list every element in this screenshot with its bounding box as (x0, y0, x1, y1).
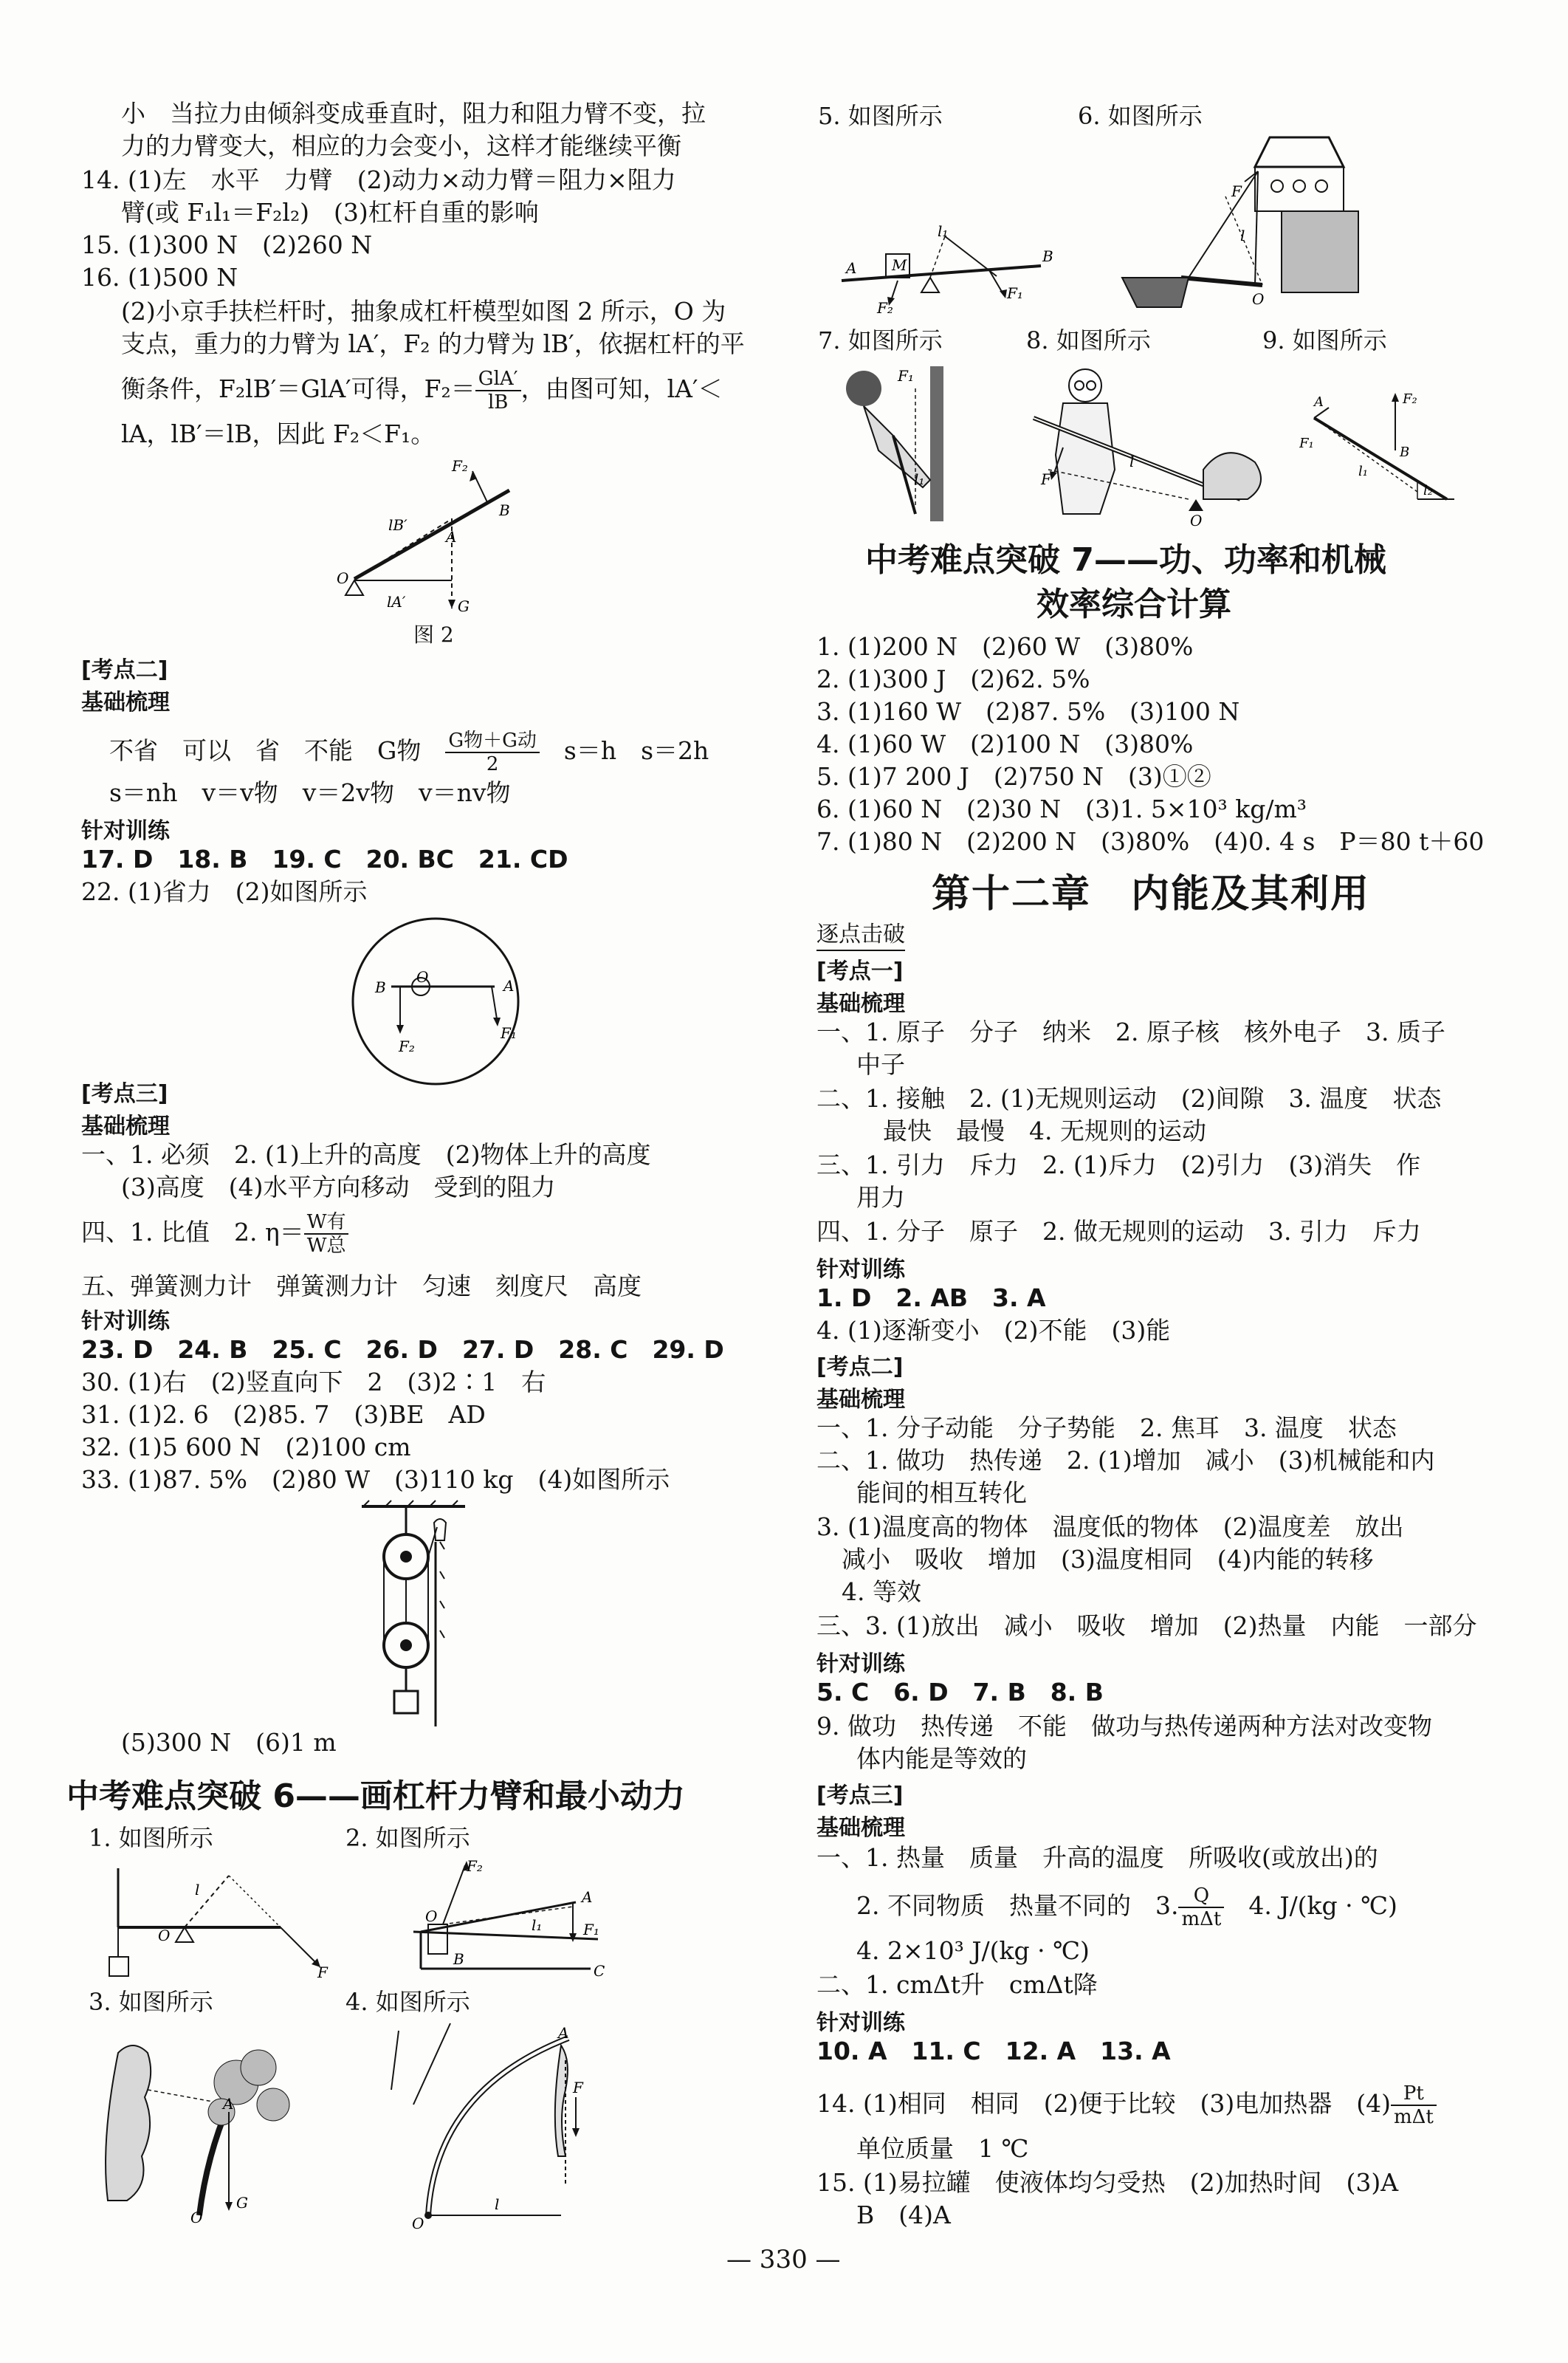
section-heading-7: 中考难点突破 7——功、功率和机械 (865, 541, 1386, 579)
answer-line: 5. C 6. D 7. B 8. B (816, 1678, 1104, 1707)
text-line: 臂(或 F₁l₁＝F₂l₂) (3)杠杆自重的影响 (121, 198, 539, 227)
text-line: 小 当拉力由倾斜变成垂直时，阻力和阻力臂不变，拉 (121, 99, 706, 128)
fraction (304, 1211, 349, 1257)
section-tag-kaodian-2: [考点二] (816, 1354, 904, 1380)
figure-caption: 3. 如图所示 (89, 1988, 213, 2016)
figure-9-lever (1299, 388, 1462, 521)
figure-label: C (594, 1962, 605, 1980)
text-span: 14. (1)相同 相同 (2)便于比较 (3)电加热器 (4) (816, 2089, 1391, 2118)
text-line (856, 1884, 1397, 1930)
figure-label: O (416, 968, 429, 986)
fraction-numerator: G物＋G动 (445, 730, 540, 753)
answer-line: 23. D 24. B 25. C 26. D 27. D 28. C 29. D (81, 1335, 724, 1364)
fraction (475, 368, 521, 414)
text-line (121, 368, 722, 414)
section-tag-kaodian-1: [考点一] (816, 958, 904, 984)
section-tag-kaodian-3: [考点三] (81, 1081, 168, 1107)
answer-line: 1. D 2. AB 3. A (816, 1283, 1046, 1312)
subsection-heading: 针对训练 (816, 1257, 905, 1283)
figure-label: F₁ (583, 1921, 599, 1938)
subsection-heading: 基础梳理 (81, 690, 170, 716)
figure-label: F (317, 1964, 328, 1981)
text-line: 一、1. 热量 质量 升高的温度 所吸收(或放出)的 (816, 1843, 1378, 1872)
figure-caption: 图 2 (413, 623, 454, 647)
figure-label: A (446, 528, 457, 546)
figure-label: F₁ (898, 367, 914, 385)
text-line: 7. (1)80 N (2)200 N (3)80% (4)0. 4 s P＝80 t＋60 (816, 827, 1485, 856)
fraction-numerator: GlA′ (475, 368, 521, 391)
figure-label: F₂ (1403, 391, 1417, 407)
text-line (816, 2082, 1437, 2128)
text-line: 4. 2×10³ J/(kg · ℃) (856, 1936, 1090, 1965)
figure-label: l (495, 2195, 500, 2213)
fraction (445, 730, 540, 775)
figure-label: O (1190, 512, 1203, 529)
zhudian-jipo-tag: 逐点击破 (816, 916, 905, 951)
text-line: 32. (1)5 600 N (2)100 cm (81, 1433, 411, 1461)
text-span: 不省 可以 省 不能 G物 (109, 736, 446, 765)
text-line: 二、1. 接触 2. (1)无规则运动 (2)间隙 3. 温度 状态 (816, 1084, 1442, 1113)
chapter-heading: 第十二章 内能及其利用 (932, 872, 1371, 916)
text-span: 4. J/(kg · ℃) (1224, 1891, 1397, 1920)
text-line (109, 730, 709, 775)
pulley-system-diagram (347, 1498, 495, 1734)
subsection-heading: 基础梳理 (816, 1387, 905, 1413)
text-line: 能间的相互转化 (856, 1478, 1027, 1507)
text-line: 一、1. 必须 2. (1)上升的高度 (2)物体上升的高度 (81, 1140, 651, 1169)
text-line: 15. (1)300 N (2)260 N (81, 230, 373, 259)
figure-label: F₂ (399, 1038, 415, 1055)
figure-caption: 2. 如图所示 (345, 1824, 470, 1852)
figure-label: O (337, 569, 349, 587)
figure-label: F₂ (877, 299, 893, 317)
figure-label: O (158, 1927, 171, 1944)
answer-line: 17. D 18. B 19. C 20. BC 21. CD (81, 845, 568, 874)
figure-label: G (236, 2194, 248, 2212)
section-tag-kaodian-3: [考点三] (816, 1783, 904, 1808)
figure-label: l (1129, 453, 1135, 470)
answer-line: 10. A 11. C 12. A 13. A (816, 2037, 1171, 2065)
figure-caption: 9. 如图所示 (1262, 326, 1387, 354)
text-line: 4. (1)60 W (2)100 N (3)80% (816, 730, 1194, 758)
text-line: 4. (1)逐渐变小 (2)不能 (3)能 (816, 1316, 1171, 1345)
figure-label: l (1240, 227, 1245, 244)
figure-2-lever-diagram (332, 453, 539, 623)
text-span: s＝h s＝2h (539, 736, 709, 765)
figure-5-lever (819, 222, 1063, 318)
page-number: — 330 — (726, 2245, 841, 2274)
fraction (1178, 1884, 1224, 1930)
figure-label: B (1042, 247, 1053, 265)
section-heading-6: 中考难点突破 6——画杠杆力臂和最小动力 (66, 1777, 685, 1815)
figure-3-tree-rock (103, 2023, 325, 2230)
text-line: 30. (1)右 (2)竖直向下 2 (3)2∶1 右 (81, 1368, 546, 1396)
text-line: 31. (1)2. 6 (2)85. 7 (3)BE AD (81, 1400, 486, 1429)
figure-label: l₁ (914, 470, 925, 488)
text-line: 33. (1)87. 5% (2)80 W (3)110 kg (4)如图所示 (81, 1465, 670, 1494)
figure-label: B (499, 501, 510, 519)
figure-label: lB′ (388, 516, 408, 534)
figure-caption: 5. 如图所示 (818, 102, 943, 130)
figure-caption: 4. 如图所示 (345, 1988, 470, 2016)
figure-label: A (223, 2095, 234, 2113)
text-line: 用力 (856, 1183, 905, 1212)
subsection-heading: 针对训练 (816, 2010, 905, 2036)
text-line: 减小 吸收 增加 (3)温度相同 (4)内能的转移 (842, 1545, 1374, 1574)
fraction-denominator: lB (487, 391, 509, 414)
fraction-numerator: Q (1178, 1884, 1224, 1908)
text-line: 16. (1)500 N (81, 263, 238, 292)
fraction-denominator: mΔt (1181, 1908, 1222, 1930)
figure-label: F₁ (1007, 284, 1023, 302)
figure-caption: 6. 如图所示 (1078, 102, 1203, 130)
subsection-heading: 针对训练 (816, 1651, 905, 1677)
text-line: 四、1. 分子 原子 2. 做无规则的运动 3. 引力 斥力 (816, 1217, 1421, 1246)
text-line: 22. (1)省力 (2)如图所示 (81, 877, 368, 906)
text-line: 5. (1)7 200 J (2)750 N (3)①② (816, 762, 1211, 791)
figure-label: A (558, 2024, 569, 2042)
text-line: 二、1. cmΔt升 cmΔt降 (816, 1970, 1098, 1999)
figure-label: A (503, 977, 515, 995)
figure-label: A (846, 259, 857, 277)
figure-label: l₂ (1423, 483, 1433, 498)
text-line: 体内能是等效的 (856, 1744, 1027, 1773)
text-line: 支点，重力的力臂为 lA′，F₂ 的力臂为 lB′，依据杠杆的平 (121, 329, 745, 358)
text-line: 3. (1)温度高的物体 温度低的物体 (2)温度差 放出 (816, 1512, 1404, 1541)
figure-label: lA′ (387, 593, 406, 611)
figure-label: O (412, 2215, 424, 2230)
figure-label: A (582, 1888, 593, 1906)
text-line (81, 1211, 348, 1257)
text-span: 衡条件，F₂lB′＝GlA′可得，F₂＝ (121, 374, 475, 403)
text-line: 单位质量 1 ℃ (856, 2134, 1029, 2163)
fraction-denominator: W总 (306, 1235, 346, 1257)
text-line: 一、1. 分子动能 分子势能 2. 焦耳 3. 温度 状态 (816, 1413, 1397, 1442)
figure-caption: 7. 如图所示 (818, 326, 943, 354)
text-line: 二、1. 做功 热传递 2. (1)增加 减小 (3)机械能和内 (816, 1446, 1435, 1475)
text-line: 2. (1)300 J (2)62. 5% (816, 665, 1090, 693)
figure-label: M (892, 256, 907, 274)
figure-2-clamp-lever (399, 1851, 613, 1991)
text-line: (3)高度 (4)水平方向移动 受到的阻力 (121, 1173, 556, 1201)
figure-label: F (1231, 182, 1242, 200)
subsection-heading: 针对训练 (81, 1309, 170, 1334)
text-line: 14. (1)左 水平 力臂 (2)动力×动力臂＝阻力×阻力 (81, 165, 676, 194)
text-line: lA，lB′＝lB，因此 F₂＜F₁。 (121, 419, 436, 448)
text-line: s＝nh v＝v物 v＝2v物 v＝nv物 (109, 778, 511, 807)
text-line: 1. (1)200 N (2)60 W (3)80% (816, 632, 1194, 661)
figure-label: F₂ (452, 457, 468, 475)
figure-label: G (458, 597, 470, 615)
fraction-denominator: 2 (486, 753, 499, 775)
figure-1-lever (103, 1853, 340, 1986)
text-line: 6. (1)60 N (2)30 N (3)1. 5×10³ kg/m³ (816, 795, 1307, 823)
fraction (1391, 2082, 1437, 2128)
figure-label: A (1314, 394, 1324, 410)
figure-label: F₂ (467, 1857, 483, 1875)
text-line: 4. 等效 (842, 1577, 921, 1606)
figure-label: l₁ (938, 222, 949, 240)
figure-caption: 1. 如图所示 (89, 1824, 213, 1852)
text-line: B (4)A (856, 2201, 951, 2229)
figure-label: O (190, 2209, 203, 2226)
text-line: 中子 (856, 1050, 905, 1079)
text-line: (5)300 N (6)1 m (121, 1728, 337, 1757)
text-line: 15. (1)易拉罐 使液体均匀受热 (2)加热时间 (3)A (816, 2168, 1399, 2197)
figure-4-pole-climber (384, 2016, 591, 2230)
figure-label: F (573, 2079, 583, 2096)
figure-caption: 8. 如图所示 (1026, 326, 1151, 354)
text-span: 2. 不同物质 热量不同的 3. (856, 1891, 1179, 1920)
text-line: 五、弹簧测力计 弹簧测力计 匀速 刻度尺 高度 (81, 1272, 642, 1300)
subsection-heading: 基础梳理 (816, 1815, 905, 1841)
text-span: 四、1. 比值 2. η＝ (81, 1218, 304, 1246)
figure-label: B (375, 978, 386, 996)
text-line: 最快 最慢 4. 无规则的运动 (883, 1117, 1206, 1145)
figure-8-man-prying-rock (1019, 359, 1285, 529)
fraction-denominator: mΔt (1393, 2106, 1434, 2128)
section-tag-kaodian-2: [考点二] (81, 657, 168, 683)
text-span: ，由图可知，lA′＜ (520, 374, 723, 403)
text-line: 三、1. 引力 斥力 2. (1)斥力 (2)引力 (3)消失 作 (816, 1150, 1421, 1179)
subsection-heading: 针对训练 (81, 818, 170, 844)
figure-7-girl-pushing-door (834, 359, 1011, 529)
figure-label: B (453, 1950, 464, 1968)
text-line: (2)小京手扶栏杆时，抽象成杠杆模型如图 2 所示，O 为 (121, 297, 726, 326)
text-line: 三、3. (1)放出 减小 吸收 增加 (2)热量 内能 一部分 (816, 1611, 1477, 1640)
figure-label: F₁ (1299, 436, 1314, 451)
figure-label: l₁ (532, 1916, 543, 1934)
text-line: 3. (1)160 W (2)87. 5% (3)100 N (816, 697, 1240, 726)
figure-label: B (1400, 445, 1410, 460)
text-line: 力的力臂变大，相应的力会变小，这样才能继续平衡 (121, 131, 681, 160)
section-heading-7-cont: 效率综合计算 (1036, 586, 1231, 623)
text-line: 9. 做功 热传递 不能 做功与热传递两种方法对改变物 (816, 1712, 1432, 1740)
fraction-numerator: W有 (304, 1211, 349, 1235)
subsection-heading: 基础梳理 (816, 991, 905, 1017)
figure-label: F (1041, 470, 1051, 488)
figure-label: l (195, 1881, 200, 1899)
figure-label: O (425, 1907, 438, 1925)
figure-6-drawbridge (1107, 130, 1388, 322)
subsection-heading: 基础梳理 (81, 1114, 170, 1139)
circle-wheel-diagram (340, 913, 532, 1090)
figure-label: O (1252, 290, 1265, 308)
fraction-numerator: Pt (1391, 2082, 1437, 2106)
text-line: 一、1. 原子 分子 纳米 2. 原子核 核外电子 3. 质子 (816, 1018, 1445, 1046)
figure-label: l₁ (1358, 464, 1368, 479)
figure-label: F₁ (501, 1024, 517, 1042)
